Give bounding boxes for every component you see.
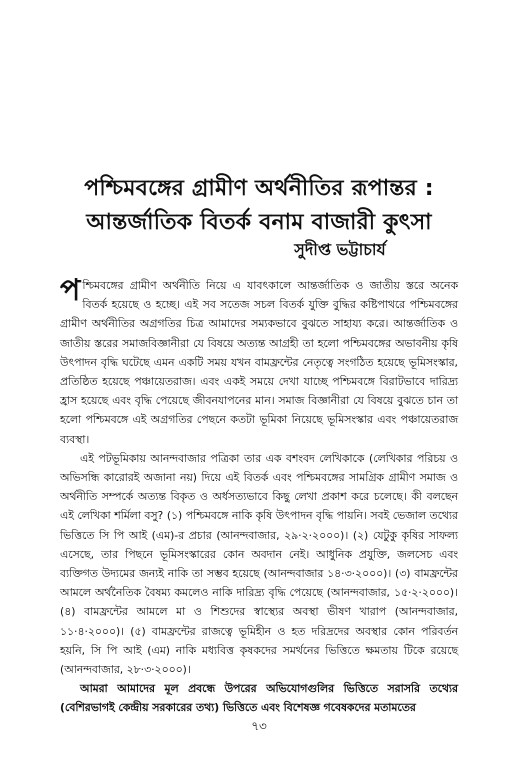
paragraph-1 xyxy=(60,273,458,449)
paragraph-1-text: শ্চিমবঙ্গের গ্রামীণ অর্থনীতি নিয়ে এ যাবৎকালে আন্তর্জাতিক ও জাতীয় স্তরে অনেক বিতর্ক হয়েছে ও হচ্ছে। এই সব সতেজ সচল বিতর্ক যুক্তি বুদ্ধির কষ্টিপাথরে পশ্চিমবঙ্গের গ্রামীণ অর্থনীতির অগ্রগতির চিত্র আমাদের সম্যকভাবে বুঝতে সাহায্য করে। আন্তর্জাতিক ও জাতীয় স্তরের সমাজবিজ্ঞানীরা যে বিষয়ে অত্যন্ত আগ্রহী তা হলো পশ্চিমবঙ্গের অভাবনীয় কৃষি উৎপাদন বৃদ্ধি ঘটেছে এমন একটি সময় যখন বামফ্রন্টের নেতৃত্বে সংগঠিত হয়েছে ভূমিসংস্কার, প্রতিষ্ঠিত হয়েছে পঞ্চায়েতরাজ। এবং একই সময়ে দেখা যাচ্ছে পশ্চিমবঙ্গে বিরাটভাবে দারিদ্র্য হ্রাস হয়েছে এবং বৃদ্ধি পেয়েছে জীবনযাপনের মান। সমাজ বিজ্ঞানীরা যে বিষয়ে বুঝতে চান তা হলো পশ্চিমবঙ্গে এই অগ্রগতির পেছনে কতটা ভূমিকা নিয়েছে ভূমিসংস্কার এবং পঞ্চায়েতরাজ ব্যবস্থা। xyxy=(60,279,458,446)
paragraph-2: এই পটভূমিকায় আনন্দবাজার পত্রিকা তার এক বশংবদ লেখিকাকে (লেখিকার পরিচয় ও অভিসন্ধি কারোরই অজানা নয়) দিয়ে এই বিতর্ক এবং পশ্চিমবঙ্গের সামগ্রিক গ্রামীণ সমাজ ও অর্থনীতি সম্পর্কে অত্যন্ত বিকৃত ও অর্ধসত্যভাবে কিছু লেখা প্রকাশ করে চলেছে। কী বলছেন এই লেখিকা শর্মিলা বসু? (১) পশ্চিমবঙ্গে নাকি কৃষি উৎপাদন বৃদ্ধি পায়নি। সবই ভেজাল তথ্যের ভিত্তিতে সি পি আই (এম)-র প্রচার (আনন্দবাজার, ২৯·২·২০০০)। (২) যেটুকু কৃষির সাফল্য এসেছে, তার পিছনে ভূমিসংস্কারের কোন অবদান নেই। আধুনিক প্রযুক্তি, জলসেচ এবং ব্যক্তিগত উদ্যমের জন্যই নাকি তা সম্ভব হয়েছে (আনন্দবাজার ১৪·৩·২০০০)। (৩) বামফ্রন্টের আমলে অর্থনৈতিক বৈষম্য কমলেও নাকি দারিদ্র্য বৃদ্ধি পেয়েছে (আনন্দবাজার, ১৫·২·২০০০)। (৪) বামফ্রন্টের আমলে মা ও শিশুদের স্বাস্থ্যের অবস্থা ভীষণ খারাপ (আনন্দবাজার, ১১·৪·২০০০)। (৫) বামফ্রন্টের রাজত্বে ভূমিহীন ও হত দরিদ্রদের অবস্থার কোন পরিবর্তন হয়নি, সি পি আই (এম) নাকি মধ্যবিত্ত কৃষকদের সমর্থনের ভিত্তিতে ক্ষমতায় টিকে রয়েছে (আনন্দবাজার, ২৮·৩·২০০০)। xyxy=(60,451,458,677)
article-title-line-1: পশ্চিমবঙ্গের গ্রামীণ অর্থনীতির রূপান্তর : xyxy=(84,176,434,201)
drop-cap: প xyxy=(60,273,81,308)
article-body xyxy=(60,273,458,718)
article-title-line-2: আন্তর্জাতিক বিতর্ক বনাম বাজারী কুৎসা xyxy=(86,210,432,235)
page-number: ৭৩ xyxy=(251,719,267,733)
author-name: সুদীপ্ত ভট্টাচার্য xyxy=(294,240,386,259)
paragraph-3: আমরা আমাদের মূল প্রবন্ধে উপরের অভিযোগগুলির ভিত্তিতে সরাসরি তথ্যের (বেশিরভাগই কেন্দ্রীয় সরকারের তথ্য) ভিত্তিতে এবং বিশেষজ্ঞ গবেষকদের মতামতের xyxy=(60,682,458,715)
